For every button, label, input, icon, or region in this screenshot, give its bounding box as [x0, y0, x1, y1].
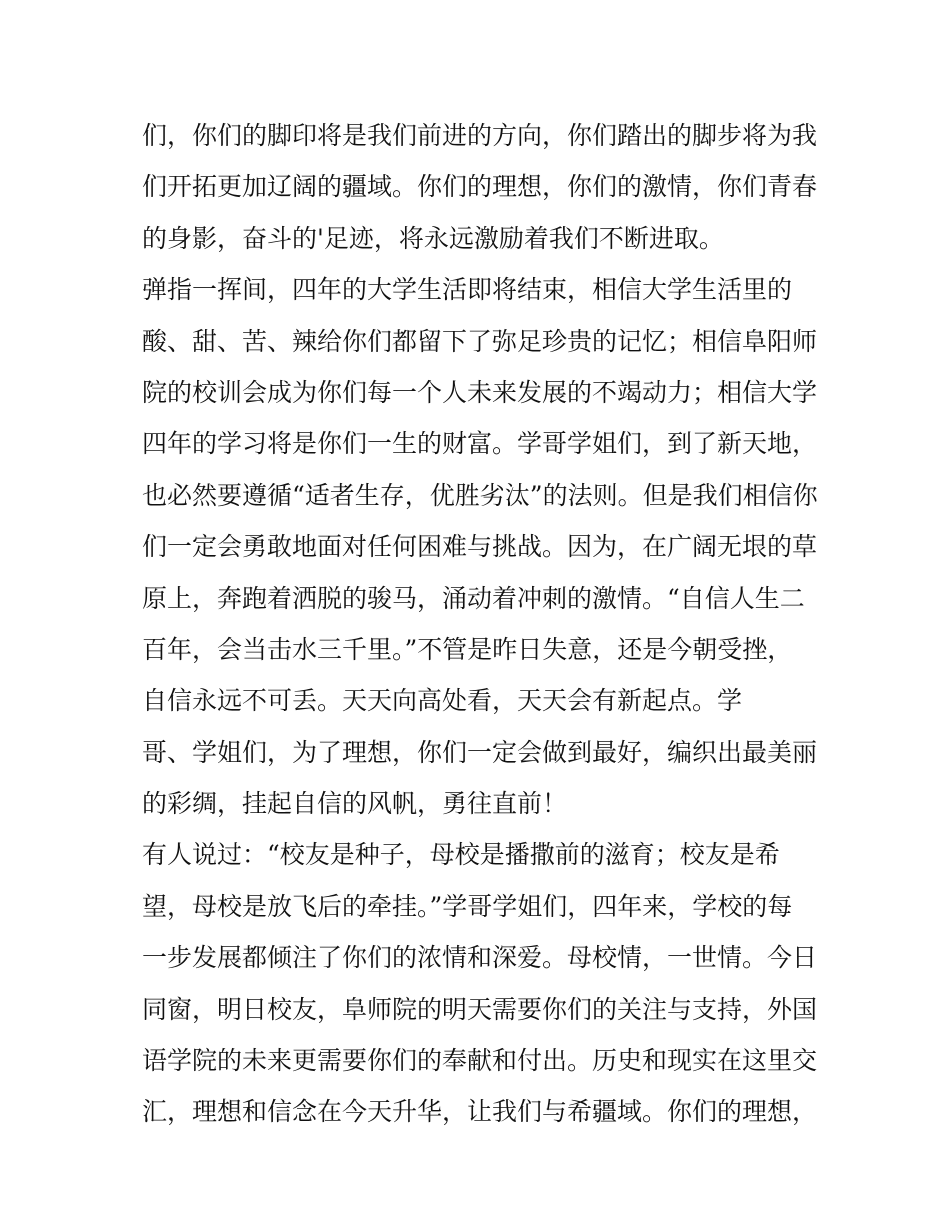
- text-line: 们一定会勇敢地面对任何困难与挑战。因为，在广阔无垠的草: [142, 532, 818, 562]
- text-line: 酸、甜、苦、辣给你们都留下了弥足珍贵的记忆；相信阜阳师: [142, 326, 818, 356]
- text-line: 一步发展都倾注了你们的浓情和深爱。母校情，一世情。今日: [142, 943, 818, 973]
- body-text: [142, 110, 822, 1138]
- text-line: 语学院的未来更需要你们的奉献和付出。历史和现实在这里交: [142, 1046, 818, 1076]
- text-line: 也必然要遵循“适者生存，优胜劣汰”的法则。但是我们相信你: [142, 480, 818, 510]
- text-line: 们开拓更加辽阔的疆域。你们的理想，你们的激情，你们青春: [142, 172, 818, 202]
- text-line: 哥、学姐们，为了理想，你们一定会做到最好，编织出最美丽: [142, 737, 818, 767]
- text-line: 同窗，明日校友，阜师院的明天需要你们的关注与支持，外国: [142, 994, 818, 1024]
- text-line: 汇，理想和信念在今天升华，让我们与希疆域。你们的理想，: [142, 1097, 818, 1127]
- text-line: 院的校训会成为你们每一个人未来发展的不竭动力；相信大学: [142, 377, 818, 407]
- text-line: 弹指一挥间，四年的大学生活即将结束，相信大学生活里的: [142, 275, 793, 305]
- text-line: 自信永远不可丢。天天向高处看，天天会有新起点。学: [142, 686, 743, 716]
- text-line: 的彩绸，挂起自信的风帆，勇往直前！: [142, 789, 568, 819]
- text-line: 原上，奔跑着洒脱的骏马，涌动着冲刺的激情。“自信人生二: [142, 583, 805, 613]
- text-line: 四年的学习将是你们一生的财富。学哥学姐们，到了新天地，: [142, 429, 818, 459]
- text-line: 百年，会当击水三千里。”不管是昨日失意，还是今朝受挫，: [142, 634, 793, 664]
- text-line: 的身影，奋斗的'足迹，将永远激励着我们不断进取。: [142, 223, 724, 253]
- text-line: 们，你们的脚印将是我们前进的方向，你们踏出的脚步将为我: [142, 121, 818, 150]
- text-line: 望，母校是放飞后的牵挂。”学哥学姐们，四年来，学校的每: [142, 891, 793, 921]
- text-line: 有人说过：“校友是种子，母校是播撒前的滋育；校友是希: [142, 840, 780, 870]
